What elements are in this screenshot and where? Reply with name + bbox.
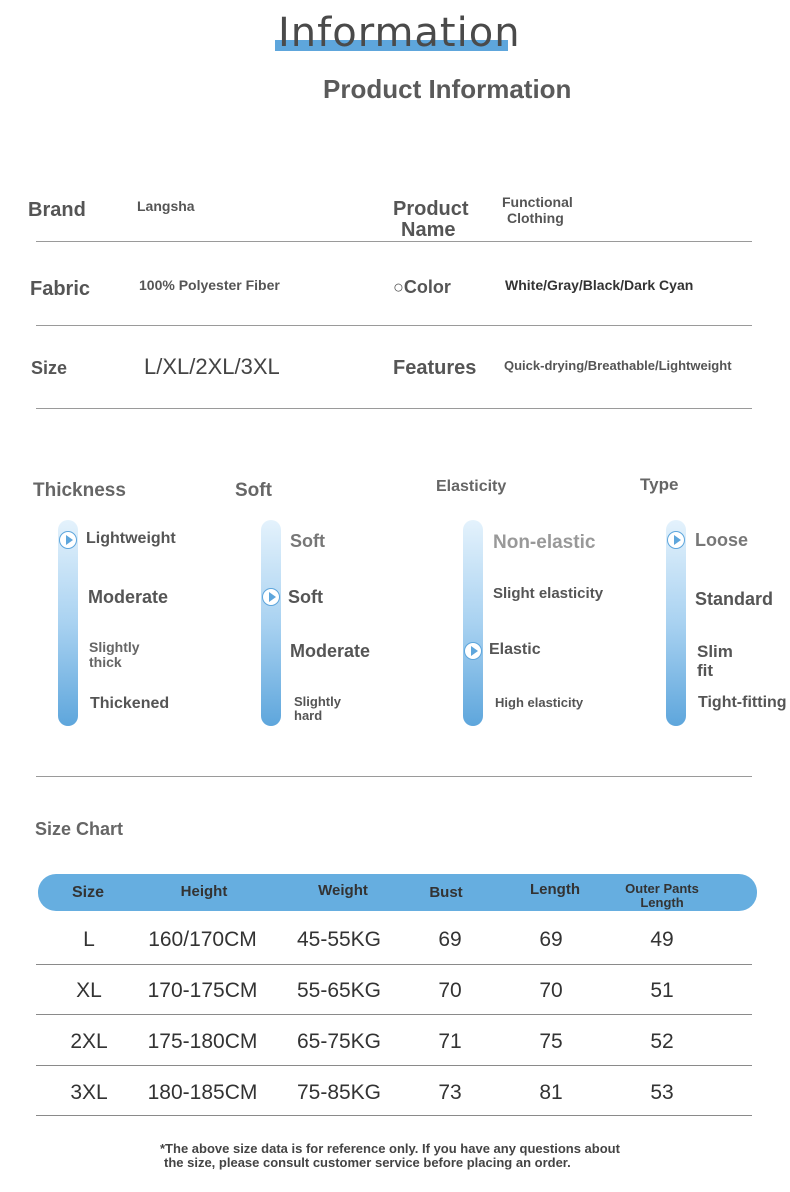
product-name-value-line2: Clothing — [507, 210, 564, 226]
column-header: Weight — [318, 882, 368, 899]
divider — [36, 241, 752, 242]
elasticity-option: Non-elastic — [493, 532, 596, 553]
product-name-value — [502, 194, 573, 226]
elasticity-option: Slight elasticity — [493, 585, 604, 602]
color-value: White/Gray/Black/Dark Cyan — [505, 277, 694, 293]
page-title: Information — [278, 10, 521, 56]
divider — [36, 776, 752, 777]
table-cell: 160/170CM — [148, 928, 257, 951]
column-header: Outer Pants Length — [625, 881, 699, 910]
table-cell: 69 — [539, 928, 563, 951]
table-cell: 75 — [539, 1030, 563, 1053]
softness-option: Soft — [288, 587, 323, 607]
table-cell: XL — [76, 979, 102, 1002]
type-scale-bar — [666, 520, 686, 726]
table-cell: 81 — [539, 1081, 563, 1104]
type-option: Tight-fitting — [698, 694, 787, 711]
play-circle-icon — [464, 642, 482, 660]
table-cell: 55-65KG — [296, 979, 382, 1002]
softness-option: Soft — [290, 531, 325, 551]
table-cell: 3XL — [70, 1081, 108, 1104]
size-note — [160, 1142, 720, 1170]
table-cell: 71 — [438, 1030, 462, 1053]
table-cell: 75-85KG — [296, 1081, 382, 1104]
thickness-option: Thickened — [90, 695, 170, 712]
play-circle-icon — [667, 531, 685, 549]
thickness-option: Moderate — [88, 587, 169, 607]
table-cell: 53 — [650, 1081, 674, 1104]
table-cell: 73 — [438, 1081, 462, 1104]
size-chart-title: Size Chart — [35, 819, 124, 839]
fabric-label: Fabric — [30, 278, 91, 300]
type-option: Standard — [695, 589, 774, 609]
fabric-value: 100% Polyester Fiber — [139, 277, 280, 293]
elasticity-option: High elasticity — [495, 695, 584, 710]
softness-title: Soft — [235, 480, 272, 501]
product-name-value-line1: Functional — [502, 194, 573, 210]
row-divider — [36, 1014, 752, 1015]
product-name-label-line2: Name — [401, 219, 456, 241]
column-header: Size — [71, 884, 104, 901]
table-cell: 70 — [539, 979, 563, 1002]
table-cell: 180-185CM — [147, 1081, 258, 1104]
type-title: Type — [640, 475, 679, 494]
product-name-label — [393, 198, 469, 242]
product-name-label-line1: Product — [393, 198, 469, 220]
thickness-option: Slightly thick — [89, 639, 140, 670]
brand-label: Brand — [28, 199, 86, 221]
table-cell: 51 — [650, 979, 674, 1002]
divider — [36, 325, 752, 326]
size-note-line1: *The above size data is for reference only. If you have any questions about — [160, 1141, 620, 1156]
table-cell: 175-180CM — [147, 1030, 258, 1053]
thickness-title: Thickness — [33, 480, 126, 501]
column-header: Bust — [429, 884, 463, 901]
color-label: ○Color — [393, 277, 451, 297]
features-value: Quick-drying/Breathable/Lightweight — [504, 358, 732, 373]
size-label: Size — [31, 358, 68, 378]
thickness-scale-bar — [58, 520, 78, 726]
elasticity-title: Elasticity — [436, 478, 507, 495]
table-cell: L — [83, 928, 95, 951]
softness-scale-bar — [261, 520, 281, 726]
size-note-line2: the size, please consult customer service before placing an order. — [164, 1155, 571, 1170]
row-divider — [36, 1115, 752, 1116]
brand-value: Langsha — [137, 198, 195, 214]
row-divider — [36, 1065, 752, 1066]
play-circle-icon — [59, 531, 77, 549]
table-cell: 69 — [438, 928, 462, 951]
play-circle-icon — [262, 588, 280, 606]
table-cell: 170-175CM — [147, 979, 258, 1002]
size-value: L/XL/2XL/3XL — [144, 354, 280, 379]
type-option: Slim fit — [697, 642, 733, 680]
divider — [36, 408, 752, 409]
thickness-option: Lightweight — [86, 530, 176, 547]
table-cell: 65-75KG — [296, 1030, 382, 1053]
table-cell: 49 — [650, 928, 674, 951]
table-cell: 2XL — [70, 1030, 108, 1053]
elasticity-option: Elastic — [489, 641, 541, 658]
softness-option: Slightly hard — [294, 694, 341, 723]
row-divider — [36, 964, 752, 965]
type-option: Loose — [695, 530, 749, 550]
softness-option: Moderate — [290, 641, 371, 661]
column-header: Height — [180, 883, 228, 900]
table-cell: 45-55KG — [296, 928, 382, 951]
features-label: Features — [393, 357, 477, 379]
elasticity-scale-bar — [463, 520, 483, 726]
page-subtitle: Product Information — [323, 74, 572, 104]
column-header: Length — [530, 881, 580, 898]
table-cell: 70 — [438, 979, 462, 1002]
table-cell: 52 — [650, 1030, 674, 1053]
